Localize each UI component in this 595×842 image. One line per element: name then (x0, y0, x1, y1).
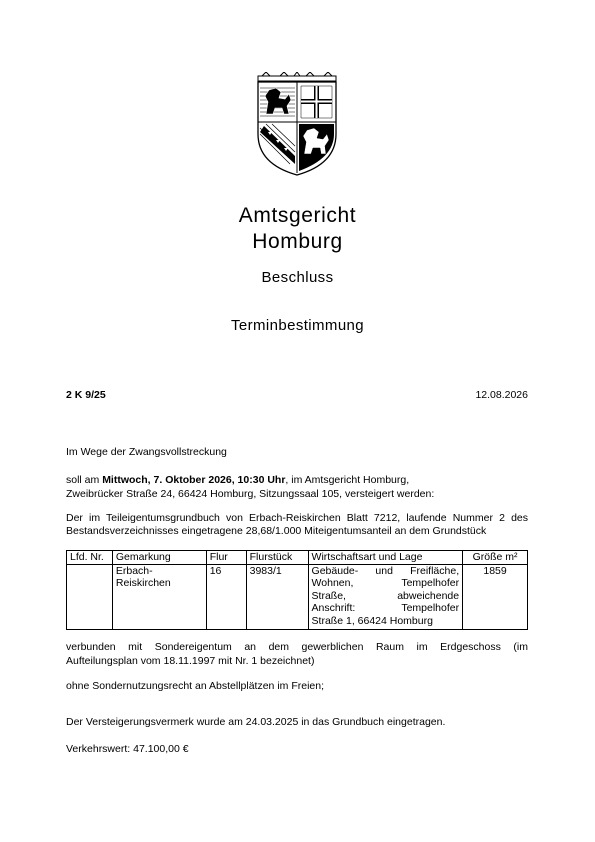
property-table (66, 550, 528, 630)
auction-line2: Zweibrücker Straße 24, 66424 Homburg, Sitzungssaal 105, versteigert werden: (66, 488, 435, 500)
market-value: Verkehrswert: 47.100,00 € (66, 743, 189, 755)
parking-note: ohne Sondernutzungsrecht an Abstellplätzen im Freien; (66, 680, 324, 692)
special-property-line1: verbunden mit Sondereigentum an dem gewerblichen Raum im Erdgeschoss (im (66, 641, 528, 653)
lage-line: Gebäude- und Freifläche, (311, 564, 460, 577)
auction-suffix: , im Amtsgericht Homburg, (285, 474, 410, 486)
lage-line: Straße, abweichende (311, 589, 460, 602)
header-lfd-nr: Lfd. Nr. (67, 551, 113, 565)
table-header-row (67, 551, 528, 565)
case-number: 2 K 9/25 (66, 389, 106, 401)
auction-line1 (66, 474, 409, 487)
header-flurstueck: Flurstück (246, 551, 308, 565)
gemarkung-line: Reiskirchen (115, 577, 171, 589)
lage-line: Anschrift: Tempelhofer (311, 602, 460, 614)
registration-note: Der Versteigerungsvermerk wurde am 24.03.2025 in das Grundbuch eingetragen. (66, 716, 446, 728)
cell-flur: 16 (206, 564, 246, 630)
cell-lage (308, 564, 463, 630)
cell-lfd-nr (67, 564, 113, 630)
cell-groesse: 1859 (463, 564, 528, 630)
document-date: 12.08.2026 (475, 389, 528, 401)
header-groesse: Größe m² (463, 551, 528, 565)
lage-line: Straße 1, 66424 Homburg (311, 614, 433, 627)
header-gemarkung: Gemarkung (112, 551, 206, 565)
cell-gemarkung (112, 564, 206, 630)
table-row (67, 564, 528, 630)
property-intro-line1: Der im Teileigentumsgrundbuch von Erbach-Reiskirchen Blatt 7212, laufende Nummer 2 des (66, 512, 528, 524)
crown-icon (258, 76, 336, 81)
special-property-line2: Aufteilungsplan vom 18.11.1997 mit Nr. 1 bezeichnet) (66, 655, 315, 667)
auction-prefix: soll am (66, 474, 103, 486)
auction-datetime: Mittwoch, 7. Oktober 2026, 10:30 Uhr (102, 474, 286, 486)
court-name-line2: Homburg (252, 230, 343, 253)
header-lage: Wirtschaftsart und Lage (308, 551, 463, 565)
gemarkung-line: Erbach- (115, 564, 153, 577)
property-intro-line2: Bestandsverzeichnisses eingetragene 28,68/1.000 Miteigentumsanteil an dem Grundstück (66, 525, 487, 537)
header-flur: Flur (206, 551, 246, 565)
lage-line: Wohnen, Tempelhofer (311, 577, 460, 589)
document-subject: Terminbestimmung (230, 317, 365, 334)
cell-flurstueck: 3983/1 (246, 564, 308, 630)
coat-of-arms-emblem (254, 72, 340, 176)
intro-text: Im Wege der Zwangsvollstreckung (66, 446, 227, 458)
document-type: Beschluss (261, 269, 334, 286)
court-name-line1: Amtsgericht (238, 204, 357, 227)
